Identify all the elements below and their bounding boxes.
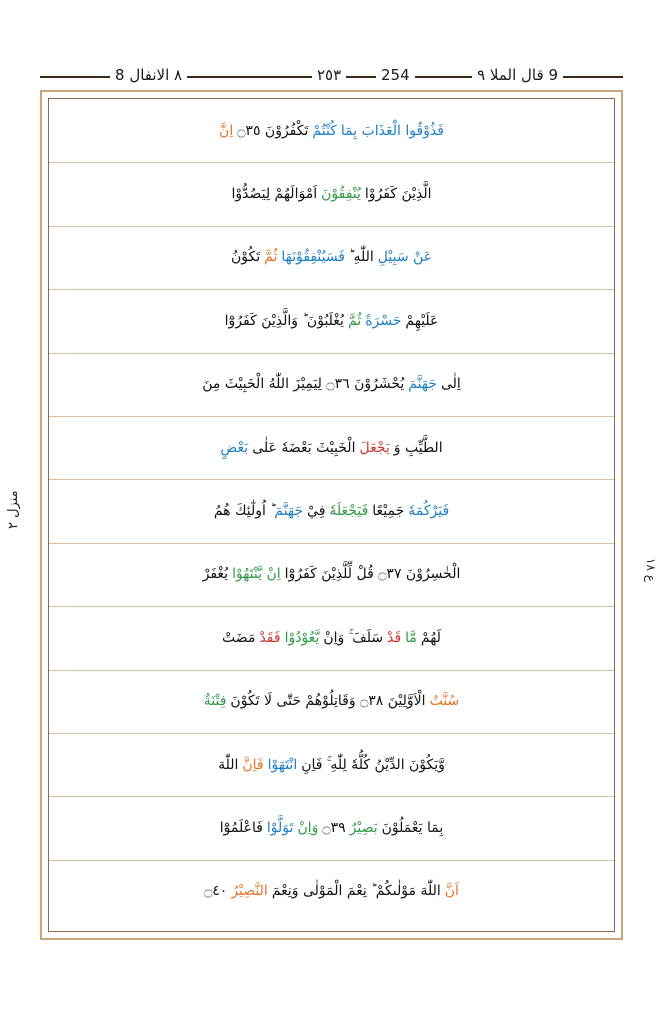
verse-segment: يُنْفِقُوْنَ xyxy=(321,186,361,203)
verse-segment: فَيَرْكُمَهٗ xyxy=(408,503,450,520)
verse-segment: اِنَّ xyxy=(219,122,234,139)
verse-segment: يُغْلَبُوْنَ ؕ وَالَّذِيْنَ كَفَرُوْٓا xyxy=(224,312,344,329)
verse-segment: اللّٰهِ ؕ xyxy=(349,249,374,266)
text-line xyxy=(49,670,614,734)
text-line xyxy=(49,796,614,860)
text-line xyxy=(49,479,614,543)
verse-segment: الطَّيِّبِ وَ xyxy=(393,439,443,456)
verse-segment: اَنَّ xyxy=(444,883,459,900)
verse-segment: مَضَتْ xyxy=(222,629,256,646)
verse-segment: جَهَنَّمَ xyxy=(408,376,437,393)
text-line xyxy=(49,162,614,226)
verse-segment: الَّذِيْنَ كَفَرُوْا xyxy=(364,186,432,203)
verse-segment: ثُمَّ xyxy=(347,312,362,329)
verse-segment: الْاَوَّلِيْنَ ۝٣٨ وَقَاتِلُوْهُمْ حَتّٰى لَا تَكُوْنَ xyxy=(230,693,426,710)
verse-segment: وَّيَكُوْنَ الدِّيْنُ كُلُّهٗ لِلّٰهِ ۚ فَاِنِ xyxy=(301,756,445,773)
verse-segment: اللّٰهَ مَوْلٰىكُمْ ؕ نِعْمَ الْمَوْلٰى وَنِعْمَ xyxy=(271,883,441,900)
page-header xyxy=(40,64,623,86)
verse-segment: يَجْعَلَ xyxy=(359,439,390,456)
surah-name: ٨ الانفال 8 xyxy=(110,64,187,86)
text-line xyxy=(49,289,614,353)
verse-segment: يُحْشَرُوْنَ ۝٣٦ لِيَمِيْزَ اللّٰهُ الْخَبِيْثَ مِنَ xyxy=(202,376,405,393)
verse-segment: تَوَلَّوْا xyxy=(266,820,294,837)
verse-segment: فَاعْلَمُوْٓا xyxy=(219,820,263,837)
verse-segment: فَسَيُنْفِقُوْنَهَا xyxy=(281,249,346,266)
verse-segment: فَذُوْقُوا الْعَذَابَ بِمَا xyxy=(340,122,444,139)
verse-segment: عَنْ سَبِيْلِ xyxy=(377,249,433,266)
verse-segment: لَهُمْ xyxy=(420,629,441,646)
page-number-urdu: ٢٥٣ xyxy=(312,64,346,86)
verse-segment: فَيَجْعَلَهٗ xyxy=(329,503,369,520)
verse-segment: تَكْفُرُوْنَ ۝٣٥ xyxy=(237,122,309,139)
verse-segment: يُغْفَرْ xyxy=(202,566,229,583)
verse-segment: الْخٰسِرُوْنَ ۝٣٧ قُلْ لِّلَّذِيْنَ كَفَرُوْٓا xyxy=(284,566,461,583)
text-line xyxy=(49,416,614,480)
verse-segment: فَاِنَّ xyxy=(242,756,264,773)
verse-segment: ؕ اُولٰٓئِكَ هُمُ xyxy=(213,503,271,520)
verse-segment: يَّعُوْدُوْا xyxy=(284,629,320,646)
verse-segment: بَصِيْرٌ xyxy=(349,820,378,837)
verse-segment: اِلٰى xyxy=(440,376,461,393)
verse-segment: مَّا xyxy=(405,629,417,646)
manzil-marker: منزل ٢ xyxy=(6,490,21,530)
verse-segment: جَهَنَّمَ xyxy=(274,503,304,520)
verse-segment: اِنْ يَّنْتَهُوْا xyxy=(232,566,281,583)
verse-segment: ۝٤٠ xyxy=(204,883,228,900)
text-line xyxy=(49,860,614,923)
verse-segment: بَعْضٍ xyxy=(220,439,249,456)
text-line xyxy=(49,99,614,163)
verse-segment: قَدْ xyxy=(387,629,402,646)
verse-segment: النَّصِيْرُ xyxy=(231,883,268,900)
verse-segment: انْتَهَوْا xyxy=(267,756,298,773)
verse-segment: اَمْوَالَهُمْ لِيَصُدُّوْا xyxy=(231,186,318,203)
verse-segment: بِمَا يَعْمَلُوْنَ xyxy=(381,820,444,837)
verse-segment: جَمِيْعًا xyxy=(372,503,405,520)
verse-segment: وَاِنْ xyxy=(297,820,319,837)
verse-segment: فِيْ xyxy=(307,503,326,520)
text-line xyxy=(49,543,614,607)
page-number: 254 xyxy=(376,64,415,86)
verse-segment: سُنَّتُ xyxy=(429,693,460,710)
verse-segment: تَكُوْنُ xyxy=(230,249,261,266)
verse-segment: ثُمَّ xyxy=(264,249,278,266)
text-line xyxy=(49,353,614,417)
verse-segment: سَلَفَ ۚ وَاِنْ xyxy=(323,629,384,646)
page-frame xyxy=(40,90,623,940)
verse-segment: الْخَبِيْثَ بَعْضَهٗ عَلٰى xyxy=(252,439,356,456)
ruku-marker: ع ١٨ xyxy=(644,558,658,582)
text-line xyxy=(49,606,614,670)
verse-segment: اللّٰهَ xyxy=(218,756,239,773)
verse-segment: ۝٣٩ xyxy=(322,820,346,837)
verse-segment: كُنْتُمْ xyxy=(312,122,337,139)
quran-text-area xyxy=(48,98,615,932)
text-line xyxy=(49,733,614,797)
verse-segment: فِتْنَةٌ xyxy=(203,693,227,710)
para-name: 9 قال الملا ٩ xyxy=(472,64,563,86)
text-line xyxy=(49,226,614,290)
verse-segment: عَلَيْهِمْ xyxy=(405,312,439,329)
verse-segment: حَسْرَةً xyxy=(365,312,402,329)
verse-segment: فَقَدْ xyxy=(259,629,281,646)
